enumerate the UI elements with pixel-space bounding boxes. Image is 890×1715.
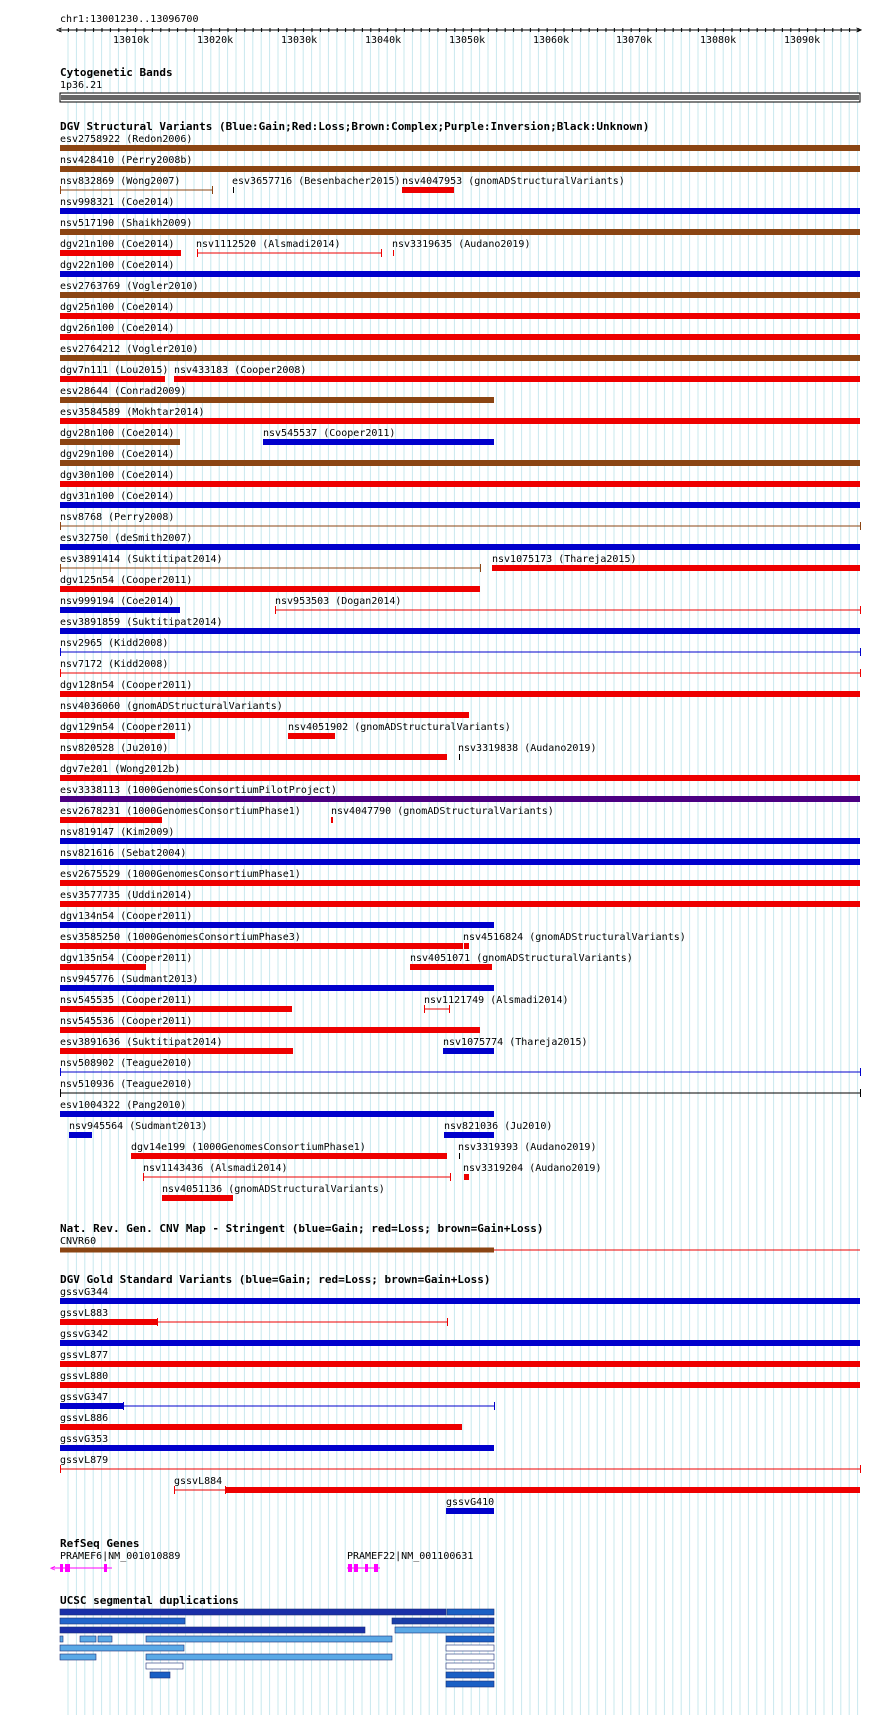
variant-label[interactable]: nsv510936 (Teague2010)	[60, 1079, 193, 1090]
variant-label[interactable]: nsv4036060 (gnomADStructuralVariants)	[60, 701, 283, 712]
variant-label[interactable]: dgv29n100 (Coe2014)	[60, 449, 175, 460]
gene-label[interactable]: PRAMEF22|NM_001100631	[347, 1551, 474, 1562]
segdup-block	[60, 1609, 446, 1615]
segdup-block	[146, 1654, 392, 1660]
variant-label[interactable]: nsv3319204 (Audano2019)	[463, 1163, 602, 1174]
variant-endcap	[60, 669, 61, 677]
gene-exon	[104, 1564, 107, 1572]
ruler-tick: 13060k	[533, 35, 570, 46]
variant-bar	[444, 1132, 494, 1138]
variant-line	[60, 568, 480, 569]
variant-label[interactable]: nsv8768 (Perry2008)	[60, 512, 175, 523]
variant-bar	[60, 1382, 860, 1388]
variant-line	[60, 526, 860, 527]
variant-endcap	[860, 606, 861, 614]
variant-label[interactable]: dgv26n100 (Coe2014)	[60, 323, 175, 334]
variant-endcap	[212, 186, 213, 194]
variant-bar	[464, 1174, 469, 1180]
variant-label[interactable]: esv3577735 (Uddin2014)	[60, 890, 193, 901]
variant-line	[60, 1469, 860, 1470]
variant-endcap	[275, 606, 276, 614]
segdup-block	[446, 1636, 494, 1642]
variant-endcap	[60, 1465, 61, 1473]
variant-line	[60, 1093, 860, 1094]
variant-label[interactable]: dgv25n100 (Coe2014)	[60, 302, 175, 313]
variant-endcap	[449, 1005, 450, 1013]
variant-label[interactable]: esv3584589 (Mokhtar2014)	[60, 407, 205, 418]
variant-bar	[233, 187, 234, 193]
gold-variant-label[interactable]: gssvL883	[60, 1308, 109, 1319]
variant-label[interactable]: esv2763769 (Vogler2010)	[60, 281, 199, 292]
variant-bar	[288, 733, 335, 739]
variant-label[interactable]: nsv821036 (Ju2010)	[444, 1121, 553, 1132]
variant-bar	[60, 544, 860, 550]
variant-label[interactable]: nsv945776 (Sudmant2013)	[60, 974, 199, 985]
variant-line	[275, 610, 860, 611]
variant-bar	[60, 376, 165, 382]
variant-bar	[60, 355, 860, 361]
variant-endcap	[860, 648, 861, 656]
variant-bar	[60, 1445, 494, 1451]
variant-label[interactable]: dgv21n100 (Coe2014)	[60, 239, 175, 250]
variant-bar	[60, 481, 860, 487]
ruler-tick: 13050k	[449, 35, 486, 46]
variant-endcap	[424, 1005, 425, 1013]
gold-variant-label[interactable]: gssvL877	[60, 1350, 109, 1361]
gene-label[interactable]: PRAMEF6|NM_001010889	[60, 1551, 181, 1562]
variant-label[interactable]: dgv31n100 (Coe2014)	[60, 491, 175, 502]
variant-bar	[60, 796, 860, 802]
variant-line	[60, 190, 212, 191]
variant-line	[197, 253, 381, 254]
variant-bar	[162, 1195, 233, 1201]
variant-endcap	[450, 1173, 451, 1181]
track-title-dgv[interactable]: DGV Structural Variants (Blue:Gain;Red:Loss;Brown:Complex;Purple:Inversion;Black:Unknown)	[60, 120, 650, 133]
segdup-block	[150, 1672, 170, 1678]
variant-bar	[60, 859, 860, 865]
segdup-block	[60, 1654, 96, 1660]
variant-label[interactable]: nsv821616 (Sebat2004)	[60, 848, 187, 859]
variant-bar	[60, 502, 860, 508]
variant-label[interactable]: nsv819147 (Kim2009)	[60, 827, 175, 838]
variant-bar	[60, 418, 860, 424]
strand-arrow-icon: <	[50, 1564, 56, 1574]
variant-label[interactable]: nsv1112520 (Alsmadi2014)	[196, 239, 341, 250]
variant-bar	[60, 880, 860, 886]
variant-label[interactable]: esv3585250 (1000GenomesConsortiumPhase3)	[60, 932, 301, 943]
gold-variant-label[interactable]: gssvL884	[174, 1476, 223, 1487]
variant-label[interactable]: nsv545535 (Cooper2011)	[60, 995, 193, 1006]
variant-bar	[60, 817, 162, 823]
variant-label[interactable]: dgv22n100 (Coe2014)	[60, 260, 175, 271]
variant-label[interactable]: dgv14e199 (1000GenomesConsortiumPhase1)	[131, 1142, 366, 1153]
segdup-block	[60, 1618, 185, 1624]
ruler-tick: 13020k	[197, 35, 234, 46]
variant-label[interactable]: nsv1075173 (Thareja2015)	[492, 554, 637, 565]
variant-label[interactable]: dgv30n100 (Coe2014)	[60, 470, 175, 481]
variant-bar	[492, 565, 860, 571]
segdup-block	[446, 1654, 494, 1660]
variant-line	[143, 1177, 450, 1178]
variant-label[interactable]: esv32750 (deSmith2007)	[60, 533, 193, 544]
variant-label[interactable]: nsv1121749 (Alsmadi2014)	[424, 995, 569, 1006]
variant-label[interactable]: nsv4051902 (gnomADStructuralVariants)	[288, 722, 511, 733]
gold-variant-label[interactable]: gssvG347	[60, 1392, 109, 1403]
variant-bar	[60, 1340, 860, 1346]
variant-bar	[60, 1319, 157, 1325]
variant-label[interactable]: esv3657716 (Besenbacher2015)	[232, 176, 401, 187]
variant-bar	[459, 1153, 460, 1159]
segdup-block	[392, 1618, 494, 1624]
variant-line	[60, 652, 860, 653]
ruler-tick: 13080k	[700, 35, 737, 46]
variant-label[interactable]: dgv128n54 (Cooper2011)	[60, 680, 193, 691]
variant-endcap	[60, 1068, 61, 1076]
variant-bar	[69, 1132, 92, 1138]
track-title-segdups[interactable]: UCSC segmental duplications	[60, 1594, 239, 1607]
variant-label[interactable]: nsv4047790 (gnomADStructuralVariants)	[331, 806, 554, 817]
variant-bar	[60, 838, 860, 844]
variant-bar	[60, 1248, 494, 1253]
ruler-arrow-right: >	[856, 25, 863, 36]
variant-bar	[60, 691, 860, 697]
variant-label[interactable]: nsv4516824 (gnomADStructuralVariants)	[463, 932, 686, 943]
variant-bar	[174, 376, 860, 382]
variant-label[interactable]: nsv517190 (Shaikh2009)	[60, 218, 193, 229]
variant-line	[60, 673, 860, 674]
variant-label[interactable]: esv3891636 (Suktitipat2014)	[60, 1037, 223, 1048]
variant-label[interactable]: nsv4051071 (gnomADStructuralVariants)	[410, 953, 633, 964]
variant-label[interactable]: esv2678231 (1000GenomesConsortiumPhase1)	[60, 806, 301, 817]
gene-exon	[365, 1564, 368, 1572]
variant-endcap	[480, 564, 481, 572]
segdup-block	[98, 1636, 112, 1642]
variant-bar	[60, 1027, 480, 1033]
segdup-block	[446, 1681, 494, 1687]
variant-bar	[60, 964, 146, 970]
segdup-block	[446, 1645, 494, 1651]
segdup-block	[60, 1645, 184, 1651]
variant-label[interactable]: dgv28n100 (Coe2014)	[60, 428, 175, 439]
variant-label[interactable]: nsv820528 (Ju2010)	[60, 743, 169, 754]
variant-endcap	[60, 648, 61, 656]
variant-label[interactable]: nsv953503 (Dogan2014)	[275, 596, 402, 607]
variant-endcap	[860, 1068, 861, 1076]
variant-bar	[60, 943, 463, 949]
gold-variant-label[interactable]: gssvL879	[60, 1455, 109, 1466]
variant-bar	[60, 922, 494, 928]
gold-variant-label[interactable]: gssvL880	[60, 1371, 109, 1382]
variant-label[interactable]: esv2758922 (Redon2006)	[60, 134, 193, 145]
variant-bar	[60, 901, 860, 907]
cytoband	[61, 95, 859, 100]
variant-bar	[393, 250, 394, 256]
ruler-arrow-left: <	[56, 25, 63, 36]
variant-bar	[443, 1048, 494, 1054]
variant-label[interactable]: esv3338113 (1000GenomesConsortiumPilotProject)	[60, 785, 337, 796]
variant-bar	[410, 964, 492, 970]
variant-line	[174, 1490, 225, 1491]
position-label: chr1:13001230..13096700	[60, 14, 199, 25]
variant-bar	[60, 1424, 462, 1430]
variant-endcap	[197, 249, 198, 257]
segdup-block	[446, 1672, 494, 1678]
variant-bar	[60, 985, 494, 991]
variant-bar	[464, 943, 469, 949]
variant-bar	[60, 628, 860, 634]
ruler-tick: 13010k	[113, 35, 150, 46]
variant-bar	[60, 754, 447, 760]
segdup-block	[395, 1627, 494, 1633]
variant-label[interactable]: nsv832869 (Wong2007)	[60, 176, 181, 187]
variant-bar	[60, 250, 181, 256]
variant-bar	[60, 145, 860, 151]
variant-bar	[402, 187, 454, 193]
variant-bar	[60, 439, 180, 445]
variant-bar	[60, 271, 860, 277]
gene-exon	[65, 1564, 70, 1572]
track-title-cytobands[interactable]: Cytogenetic Bands	[60, 66, 173, 79]
variant-label[interactable]: dgv135n54 (Cooper2011)	[60, 953, 193, 964]
variant-label[interactable]: dgv7n111 (Lou2015)	[60, 365, 169, 376]
variant-line	[424, 1009, 449, 1010]
variant-label[interactable]: nsv433183 (Cooper2008)	[174, 365, 307, 376]
gold-variant-label[interactable]: gssvG344	[60, 1287, 109, 1298]
variant-label[interactable]: dgv125n54 (Cooper2011)	[60, 575, 193, 586]
segdup-block	[447, 1609, 494, 1615]
variant-bar	[60, 1111, 494, 1117]
variant-endcap	[60, 522, 61, 530]
variant-line	[123, 1406, 494, 1407]
variant-bar	[60, 292, 860, 298]
variant-line	[60, 1072, 860, 1073]
gene-exon	[348, 1564, 352, 1572]
variant-label[interactable]: nsv945564 (Sudmant2013)	[69, 1121, 208, 1132]
variant-bar	[263, 439, 494, 445]
variant-label[interactable]: dgv129n54 (Cooper2011)	[60, 722, 193, 733]
gold-variant-label[interactable]: gssvG410	[446, 1497, 495, 1508]
variant-endcap	[174, 1486, 175, 1494]
variant-bar	[446, 1508, 494, 1514]
variant-endcap	[860, 1089, 861, 1097]
cnv-region-label[interactable]: CNVR60	[60, 1236, 97, 1247]
variant-bar	[225, 1487, 860, 1493]
variant-endcap	[123, 1402, 124, 1410]
variant-bar	[60, 1403, 123, 1409]
variant-bar	[60, 460, 860, 466]
variant-endcap	[60, 186, 61, 194]
variant-endcap	[157, 1318, 158, 1326]
gold-variant-label[interactable]: gssvG342	[60, 1329, 109, 1340]
variant-bar	[60, 229, 860, 235]
variant-label[interactable]: nsv7172 (Kidd2008)	[60, 659, 169, 670]
variant-label[interactable]: nsv428410 (Perry2008b)	[60, 155, 193, 166]
variant-label[interactable]: esv2764212 (Vogler2010)	[60, 344, 199, 355]
variant-label[interactable]: esv1004322 (Pang2010)	[60, 1100, 187, 1111]
segdup-block	[446, 1663, 494, 1669]
variant-bar	[60, 1006, 292, 1012]
gene-exon	[354, 1564, 358, 1572]
variant-endcap	[60, 564, 61, 572]
variant-label[interactable]: nsv545537 (Cooper2011)	[263, 428, 396, 439]
cytoband-label: 1p36.21	[60, 80, 103, 91]
variant-bar	[60, 712, 469, 718]
variant-label[interactable]: nsv2965 (Kidd2008)	[60, 638, 169, 649]
gold-variant-label[interactable]: gssvG353	[60, 1434, 109, 1445]
variant-line	[157, 1322, 447, 1323]
variant-endcap	[143, 1173, 144, 1181]
ruler-tick: 13040k	[365, 35, 402, 46]
variant-label[interactable]: nsv998321 (Coe2014)	[60, 197, 175, 208]
gene-exon	[60, 1564, 63, 1572]
variant-endcap	[494, 1402, 495, 1410]
variant-bar	[60, 313, 860, 319]
variant-label[interactable]: esv28644 (Conrad2009)	[60, 386, 187, 397]
variant-bar	[60, 208, 860, 214]
variant-bar	[459, 754, 460, 760]
variant-endcap	[60, 1089, 61, 1097]
variant-label[interactable]: nsv3319838 (Audano2019)	[458, 743, 597, 754]
ruler-tick: 13090k	[784, 35, 821, 46]
variant-label[interactable]: nsv4047953 (gnomADStructuralVariants)	[402, 176, 625, 187]
variant-endcap	[860, 1465, 861, 1473]
variant-endcap	[447, 1318, 448, 1326]
variant-endcap	[381, 249, 382, 257]
variant-bar	[60, 775, 860, 781]
variant-bar	[60, 1298, 860, 1304]
variant-label[interactable]: dgv7e201 (Wong2012b)	[60, 764, 181, 775]
track-title-refseq[interactable]: RefSeq Genes	[60, 1537, 140, 1550]
gold-variant-label[interactable]: gssvL886	[60, 1413, 109, 1424]
segdup-block	[146, 1636, 392, 1642]
variant-bar	[60, 334, 860, 340]
ruler-tick: 13030k	[281, 35, 318, 46]
variant-label[interactable]: nsv1075774 (Thareja2015)	[443, 1037, 588, 1048]
variant-bar	[331, 817, 333, 823]
variant-label[interactable]: nsv1143436 (Alsmadi2014)	[143, 1163, 288, 1174]
track-title-dgv-gold[interactable]: DGV Gold Standard Variants (blue=Gain; red=Loss; brown=Gain+Loss)	[60, 1273, 491, 1286]
segdup-block	[60, 1627, 365, 1633]
variant-label[interactable]: nsv508902 (Teague2010)	[60, 1058, 193, 1069]
variant-endcap	[860, 522, 861, 530]
variant-endcap	[860, 669, 861, 677]
gene-exon	[374, 1564, 378, 1572]
variant-label[interactable]: nsv3319635 (Audano2019)	[392, 239, 531, 250]
variant-bar	[60, 397, 494, 403]
variant-bar	[60, 166, 860, 172]
ruler-tick: 13070k	[616, 35, 653, 46]
variant-bar	[60, 1048, 293, 1054]
variant-bar	[60, 1361, 860, 1367]
variant-label[interactable]: nsv4051136 (gnomADStructuralVariants)	[162, 1184, 385, 1195]
variant-label[interactable]: dgv134n54 (Cooper2011)	[60, 911, 193, 922]
variant-label[interactable]: nsv999194 (Coe2014)	[60, 596, 175, 607]
variant-bar	[60, 733, 175, 739]
variant-label[interactable]: esv3891414 (Suktitipat2014)	[60, 554, 223, 565]
variant-bar	[131, 1153, 447, 1159]
segdup-block	[60, 1636, 63, 1642]
variant-label[interactable]: nsv3319393 (Audano2019)	[458, 1142, 597, 1153]
variant-label[interactable]: nsv545536 (Cooper2011)	[60, 1016, 193, 1027]
variant-bar	[60, 586, 480, 592]
variant-label[interactable]: esv3891859 (Suktitipat2014)	[60, 617, 223, 628]
segdup-block	[146, 1663, 183, 1669]
segdup-block	[80, 1636, 96, 1642]
variant-label[interactable]: esv2675529 (1000GenomesConsortiumPhase1)	[60, 869, 301, 880]
track-title-cnv-map[interactable]: Nat. Rev. Gen. CNV Map - Stringent (blue=Gain; red=Loss; brown=Gain+Loss)	[60, 1222, 544, 1235]
variant-bar	[60, 607, 180, 613]
